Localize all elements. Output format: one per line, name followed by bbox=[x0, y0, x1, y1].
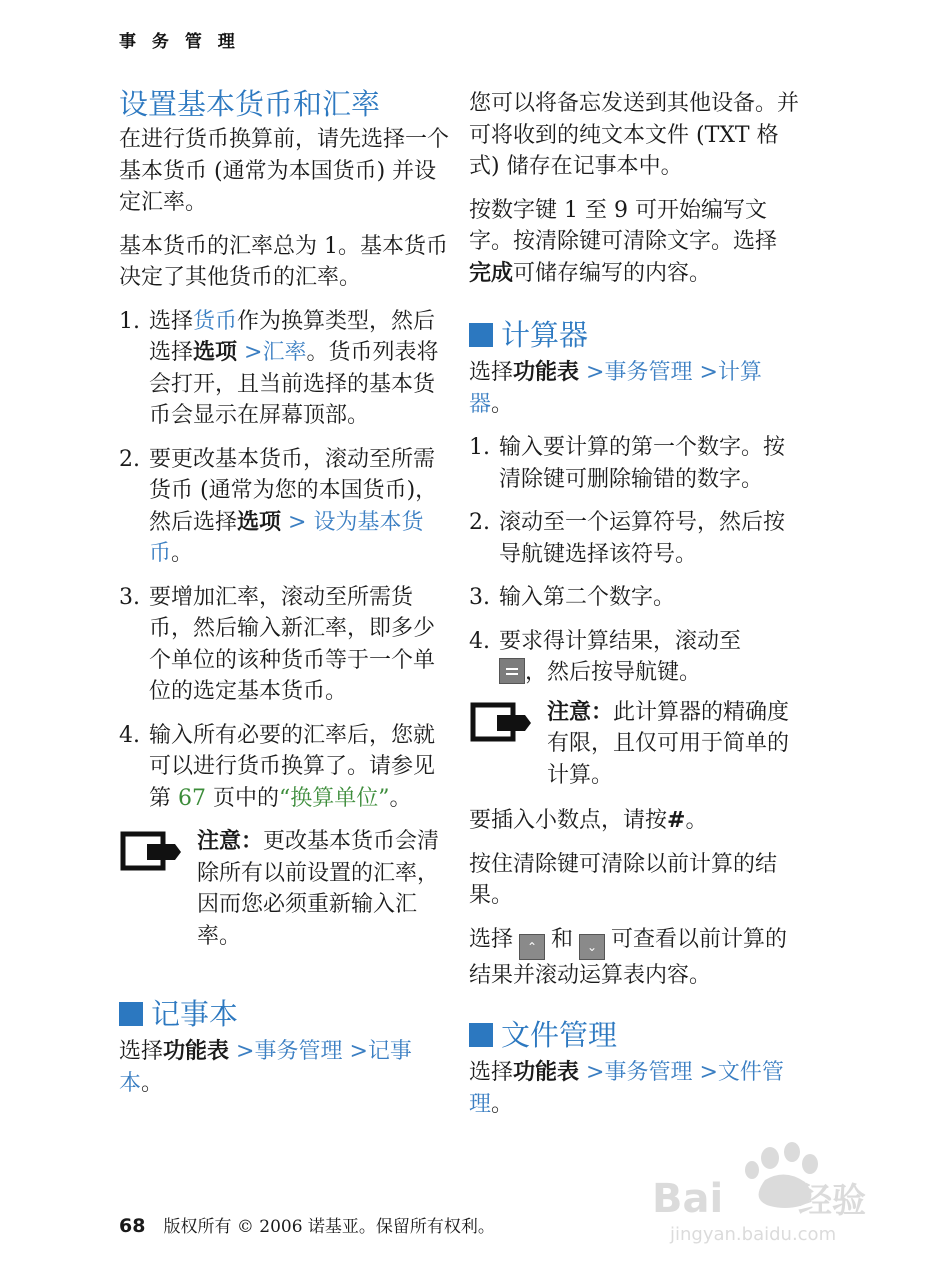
list-text: 要增加汇率，滚动至所需货币，然后输入新汇率，即多少个单位的该种货币等于一个单位的选定基本货币。 bbox=[149, 584, 436, 704]
link-rates[interactable]: 汇率 bbox=[262, 340, 307, 365]
list-number: 1. bbox=[469, 435, 490, 460]
link-unit-conversion[interactable]: “换算单位” bbox=[279, 785, 390, 811]
list-number: 4. bbox=[119, 722, 140, 748]
paragraph: 按数字键 1 至 9 可开始编写文字。按清除键可清除文字。选择完成可储存编写的内容。 bbox=[469, 197, 778, 286]
list-item bbox=[119, 720, 449, 815]
link-notes[interactable]: 记事本 bbox=[119, 1039, 412, 1096]
section-title-notes: 记事本 bbox=[119, 996, 449, 1032]
section-title-file-manager: 文件管理 bbox=[469, 1017, 799, 1053]
list-number: 1. bbox=[119, 308, 140, 334]
link-office[interactable]: 事务管理 bbox=[604, 360, 693, 385]
page-ref[interactable]: 67 bbox=[178, 785, 206, 811]
menu-term: 选项 bbox=[237, 509, 282, 535]
list-number: 3. bbox=[119, 584, 140, 610]
list-item bbox=[469, 507, 799, 570]
list-number: 3. bbox=[469, 585, 490, 610]
left-column bbox=[119, 86, 449, 1111]
square-bullet-icon bbox=[469, 1023, 493, 1047]
list-text: 输入第二个数字。 bbox=[499, 585, 676, 610]
link-currency[interactable]: 货币 bbox=[193, 308, 238, 334]
page-number: 68 bbox=[119, 1215, 146, 1237]
section-title-calculator: 计算器 bbox=[469, 317, 799, 353]
note-icon bbox=[119, 826, 197, 952]
list-text: 输入所有必要的汇率后，您就可以进行货币换算了。请参见第 67 页中的“换算单位”。 bbox=[149, 722, 436, 811]
link-office[interactable]: 事务管理 bbox=[254, 1039, 343, 1064]
equals-icon bbox=[499, 658, 525, 684]
nav-path: 选择功能表 >事务管理 >记事本。 bbox=[119, 1039, 412, 1096]
svg-text:经验: 经验 bbox=[798, 1181, 866, 1221]
nav-path: 选择功能表 >事务管理 >计算器。 bbox=[469, 360, 762, 417]
list-number: 2. bbox=[469, 510, 490, 535]
note-block bbox=[469, 697, 799, 792]
list-item bbox=[469, 626, 799, 689]
svg-text:jingyan.baidu.com: jingyan.baidu.com bbox=[670, 1224, 837, 1245]
note-text: 注意：此计算器的精确度有限，且仅可用于简单的计算。 bbox=[547, 699, 790, 788]
note-text: 注意：更改基本货币会清除所有以前设置的汇率，因而您必须重新输入汇率。 bbox=[197, 829, 440, 949]
paragraph: 您可以将备忘发送到其他设备。并可将收到的纯文本文件 (TXT 格式) 储存在记事本中。 bbox=[469, 91, 800, 179]
square-bullet-icon bbox=[469, 323, 493, 347]
footer bbox=[119, 1212, 495, 1237]
list-item bbox=[119, 306, 449, 432]
list-number: 2. bbox=[119, 446, 140, 472]
baidu-watermark bbox=[650, 1140, 890, 1250]
list-text: 要求得计算结果，滚动至 ，然后按导航键。 bbox=[499, 628, 742, 685]
currency-steps bbox=[119, 306, 449, 815]
list-text: 选择货币作为换算类型，然后选择选项 >汇率。货币列表将会打开，且当前选择的基本货币会显示在屏幕顶部。 bbox=[149, 308, 439, 428]
link-office[interactable]: 事务管理 bbox=[604, 1060, 693, 1085]
list-item bbox=[119, 582, 449, 708]
list-item bbox=[469, 582, 799, 614]
right-column bbox=[469, 88, 799, 1132]
paragraph: 要插入小数点，请按#。 bbox=[469, 808, 708, 833]
paragraph: 选择 ⌃ 和 ⌄ 可查看以前计算的结果并滚动运算表内容。 bbox=[469, 926, 788, 988]
section-title-currency: 设置基本货币和汇率 bbox=[119, 87, 381, 121]
link-set-base[interactable]: 设为基本货币 bbox=[149, 509, 424, 566]
list-number: 4. bbox=[469, 628, 490, 654]
svg-text:Bai: Bai bbox=[652, 1176, 724, 1222]
nav-path: 选择功能表 >事务管理 >文件管理。 bbox=[469, 1060, 784, 1117]
scroll-up-icon: ⌃ bbox=[519, 934, 545, 960]
link-file-manager[interactable]: 文件管理 bbox=[469, 1060, 784, 1117]
list-text: 输入要计算的第一个数字。按清除键可删除输错的数字。 bbox=[499, 435, 786, 492]
note-block bbox=[119, 826, 449, 952]
list-text: 要更改基本货币，滚动至所需货币 (通常为您的本国货币)，然后选择选项 > 设为基本货币。 bbox=[149, 446, 438, 566]
list-item bbox=[119, 444, 449, 570]
square-bullet-icon bbox=[119, 1002, 143, 1026]
list-text: 滚动至一个运算符号，然后按导航键选择该符号。 bbox=[499, 510, 786, 567]
note-icon bbox=[469, 697, 547, 792]
chapter-header: 事 务 管 理 bbox=[119, 32, 240, 52]
calculator-steps bbox=[469, 432, 799, 689]
copyright: 版权所有 © 2006 诺基亚。保留所有权利。 bbox=[163, 1217, 495, 1237]
scroll-down-icon: ⌄ bbox=[579, 934, 605, 960]
paragraph: 在进行货币换算前，请先选择一个基本货币 (通常为本国货币) 并设定汇率。 bbox=[119, 127, 450, 215]
paragraph: 基本货币的汇率总为 1。基本货币决定了其他货币的汇率。 bbox=[119, 233, 448, 290]
link-calculator[interactable]: 计算器 bbox=[469, 360, 762, 417]
menu-term: 选项 bbox=[193, 340, 238, 365]
list-item bbox=[469, 432, 799, 495]
paragraph: 按住清除键可清除以前计算的结果。 bbox=[469, 851, 778, 908]
